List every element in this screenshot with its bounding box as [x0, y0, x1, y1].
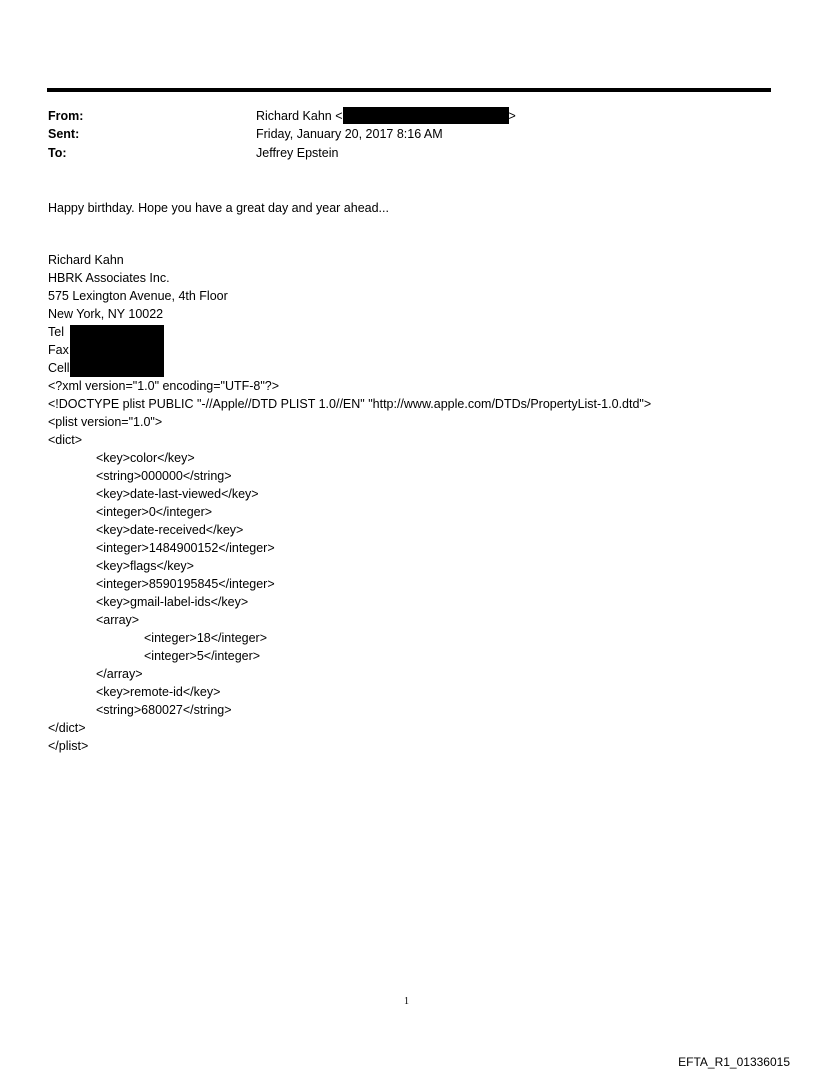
signature-address-line1: 575 Lexington Avenue, 4th Floor — [48, 289, 228, 303]
plist-line: </array> — [96, 667, 143, 681]
plist-line: <integer>8590195845</integer> — [96, 577, 275, 591]
plist-line: <key>gmail-label-ids</key> — [96, 595, 249, 609]
from-name: Richard Kahn < — [256, 109, 343, 123]
plist-line: <key>date-received</key> — [96, 523, 244, 537]
sent-value: Friday, January 20, 2017 8:16 AM — [256, 127, 443, 141]
from-label: From: — [48, 109, 84, 123]
plist-line: <plist version="1.0"> — [48, 415, 163, 429]
to-label: To: — [48, 146, 67, 160]
from-value — [256, 107, 516, 125]
signature-address-line2: New York, NY 10022 — [48, 307, 164, 321]
signature-tel-label: Tel — [48, 325, 64, 339]
plist-line: <?xml version="1.0" encoding="UTF-8"?> — [48, 379, 280, 393]
plist-line: </plist> — [48, 739, 89, 753]
plist-line: <dict> — [48, 433, 83, 447]
plist-line: <key>remote-id</key> — [96, 685, 221, 699]
plist-line: <integer>18</integer> — [144, 631, 268, 645]
sent-label: Sent: — [48, 127, 80, 141]
plist-line: <!DOCTYPE plist PUBLIC "-//Apple//DTD PLIST 1.0//EN" "http://www.apple.com/DTDs/PropertyList-1.0.dtd"> — [48, 397, 652, 411]
page-number: 1 — [404, 996, 409, 1007]
plist-line: <integer>5</integer> — [144, 649, 261, 663]
header-rule — [47, 88, 771, 92]
plist-line: <key>flags</key> — [96, 559, 194, 573]
bates-number: EFTA_R1_01336015 — [678, 1055, 790, 1069]
signature-name: Richard Kahn — [48, 253, 124, 267]
redaction-block — [343, 107, 509, 124]
plist-line: <string>680027</string> — [96, 703, 232, 717]
signature-fax-label: Fax — [48, 343, 69, 357]
plist-line: </dict> — [48, 721, 86, 735]
plist-line: <integer>1484900152</integer> — [96, 541, 275, 555]
signature-company: HBRK Associates Inc. — [48, 271, 170, 285]
plist-line: <array> — [96, 613, 140, 627]
plist-line: <string>000000</string> — [96, 469, 232, 483]
email-body: Happy birthday. Hope you have a great day and year ahead... — [48, 201, 389, 215]
plist-line: <key>color</key> — [96, 451, 195, 465]
plist-line: <key>date-last-viewed</key> — [96, 487, 259, 501]
signature-cell-label: Cell — [48, 361, 70, 375]
plist-line: <integer>0</integer> — [96, 505, 213, 519]
to-value: Jeffrey Epstein — [256, 146, 339, 160]
redaction-block — [70, 325, 164, 377]
from-close: > — [508, 109, 516, 123]
